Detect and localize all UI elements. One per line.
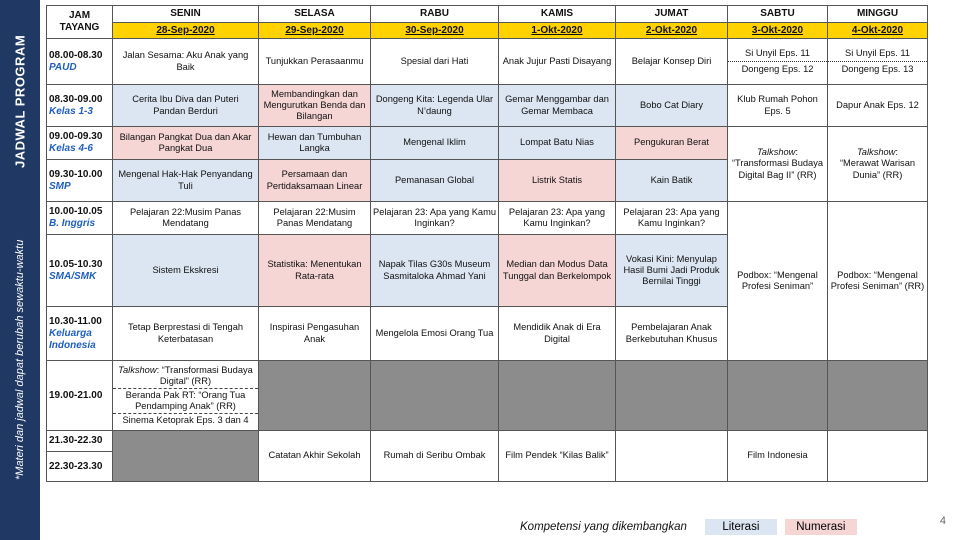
level-label: Keluarga Indonesia xyxy=(49,327,96,351)
empty-slot xyxy=(728,361,828,431)
level-label: SMA/SMK xyxy=(49,270,97,282)
time-label: 08.00-08.30 xyxy=(49,49,103,61)
talkshow-colon: : xyxy=(795,147,798,158)
time-label: 10.05-10.30 xyxy=(49,258,103,270)
program-entry: Beranda Pak RT: “Orang Tua Pendamping Anak” (RR) xyxy=(113,389,258,414)
empty-slot xyxy=(259,361,371,431)
time-label: 09.00-09.30 xyxy=(49,131,103,142)
program-cell: Pelajaran 22:Musim Panas Mendatang xyxy=(113,202,259,235)
program-cell: Inspirasi Pengasuhan Anak xyxy=(259,307,371,361)
program-cell: Pemanasan Global xyxy=(371,160,499,202)
program-cell: Median dan Modus Data Tunggal dan Berkelompok xyxy=(499,235,616,307)
program-cell: Klub Rumah Pohon Eps. 5 xyxy=(728,85,828,127)
time-label: 22.30-23.30 xyxy=(49,460,103,472)
program-cell: Catatan Akhir Sekolah xyxy=(259,431,371,482)
time-label: 10.00-10.05 xyxy=(49,206,103,217)
program-cell: Tetap Berprestasi di Tengah Keterbatasan xyxy=(113,307,259,361)
program-entry: Si Unyil Eps. 11 xyxy=(728,46,827,62)
header-date-selasa: 29-Sep-2020 xyxy=(259,23,371,39)
program-cell xyxy=(728,39,828,85)
program-cell: Persamaan dan Pertidaksamaan Linear xyxy=(259,160,371,202)
program-cell: Rumah di Seribu Ombak xyxy=(371,431,499,482)
header-jam: JAM TAYANG xyxy=(47,6,113,39)
header-day-rabu: RABU xyxy=(371,6,499,23)
time-cell xyxy=(47,235,113,307)
time-cell xyxy=(47,127,113,160)
program-cell: Pembelajaran Anak Berkebutuhan Khusus xyxy=(616,307,728,361)
time-cell xyxy=(47,307,113,361)
program-cell: Statistika: Menentukan Rata-rata xyxy=(259,235,371,307)
schedule-table xyxy=(46,5,928,482)
program-entry: Dongeng Eps. 12 xyxy=(741,64,814,74)
program-cell: Podbox: “Mengenal Profesi Seniman” xyxy=(728,202,828,361)
program-cell: Belajar Konsep Diri xyxy=(616,39,728,85)
header-day-jumat: JUMAT xyxy=(616,6,728,23)
program-cell: Pelajaran 23: Apa yang Kamu Inginkan? xyxy=(616,202,728,235)
talkshow-label: Talkshow xyxy=(118,364,157,375)
program-cell: Napak Tilas G30s Museum Sasmitaloka Ahmad Yani xyxy=(371,235,499,307)
time-label: 21.30-22.30 xyxy=(49,435,103,446)
program-cell: Pelajaran 22:Musim Panas Mendatang xyxy=(259,202,371,235)
program-cell: Membandingkan dan Mengurutkan Benda dan Bilangan xyxy=(259,85,371,127)
program-entry: Dongeng Eps. 13 xyxy=(841,64,914,74)
program-cell: Vokasi Kini: Menyulap Hasil Bumi Jadi Produk Bernilai Tinggi xyxy=(616,235,728,307)
legend-numerasi: Numerasi xyxy=(785,519,857,535)
header-date-sabtu: 3-Okt-2020 xyxy=(728,23,828,39)
program-entry: Si Unyil Eps. 11 xyxy=(828,46,927,62)
program-cell: Mendidik Anak di Era Digital xyxy=(499,307,616,361)
program-cell: Anak Jujur Pasti Disayang xyxy=(499,39,616,85)
empty-slot xyxy=(616,431,728,482)
empty-slot xyxy=(828,361,928,431)
talkshow-colon: : xyxy=(895,147,898,158)
header-day-sabtu: SABTU xyxy=(728,6,828,23)
program-cell: Cerita Ibu Diva dan Puteri Pandan Berduri xyxy=(113,85,259,127)
level-label: B. Inggris xyxy=(49,218,96,229)
program-cell: Dapur Anak Eps. 12 xyxy=(828,85,928,127)
header-date-jumat: 2-Okt-2020 xyxy=(616,23,728,39)
program-cell: Kain Batik xyxy=(616,160,728,202)
header-day-senin: SENIN xyxy=(113,6,259,23)
time-cell xyxy=(47,202,113,235)
empty-slot xyxy=(371,361,499,431)
level-label: SMP xyxy=(49,180,71,192)
level-label: PAUD xyxy=(49,61,77,73)
program-cell: Mengelola Emosi Orang Tua xyxy=(371,307,499,361)
time-cell xyxy=(47,361,113,431)
program-cell: Sistem Ekskresi xyxy=(113,235,259,307)
program-cell: Spesial dari Hati xyxy=(371,39,499,85)
program-cell xyxy=(828,127,928,202)
program-entry: “Merawat Warisan Dunia” (RR) xyxy=(839,158,916,180)
time-label: 09.30-10.00 xyxy=(49,168,103,180)
header-date-senin: 28-Sep-2020 xyxy=(113,23,259,39)
program-cell: Bilangan Pangkat Dua dan Akar Pangkat Dua xyxy=(113,127,259,160)
program-cell: Listrik Statis xyxy=(499,160,616,202)
program-entry: “Transformasi Budaya Digital Bag II” (RR) xyxy=(731,158,824,180)
program-cell: Film Indonesia xyxy=(728,431,828,482)
program-cell: Jalan Sesama: Aku Anak yang Baik xyxy=(113,39,259,85)
program-entry: Sinema Ketoprak Eps. 3 dan 4 xyxy=(122,415,249,426)
sidebar xyxy=(0,0,40,540)
empty-slot xyxy=(828,431,928,482)
time-cell xyxy=(47,452,113,482)
sidebar-note: *Materi dan jadwal dapat berubah sewaktu-waktu xyxy=(14,239,26,481)
program-cell: Tunjukkan Perasaanmu xyxy=(259,39,371,85)
level-label: Kelas 1-3 xyxy=(49,105,93,117)
time-cell xyxy=(47,85,113,127)
program-cell xyxy=(728,127,828,202)
header-date-kamis: 1-Okt-2020 xyxy=(499,23,616,39)
header-day-minggu: MINGGU xyxy=(828,6,928,23)
talkshow-label: Talkshow xyxy=(856,147,896,158)
sidebar-title: JADWAL PROGRAM xyxy=(12,34,28,168)
program-cell xyxy=(113,361,259,431)
program-cell: Podbox: “Mengenal Profesi Seniman” (RR) xyxy=(828,202,928,361)
program-cell: Mengenal Iklim xyxy=(371,127,499,160)
header-day-kamis: KAMIS xyxy=(499,6,616,23)
program-cell: Hewan dan Tumbuhan Langka xyxy=(259,127,371,160)
program-cell xyxy=(828,39,928,85)
program-cell: Lompat Batu Nias xyxy=(499,127,616,160)
empty-slot xyxy=(616,361,728,431)
header-day-selasa: SELASA xyxy=(259,6,371,23)
program-entry xyxy=(113,364,258,389)
program-cell: Mengenal Hak-Hak Penyandang Tuli xyxy=(113,160,259,202)
legend-literasi: Literasi xyxy=(705,519,777,535)
time-cell xyxy=(47,431,113,452)
time-label: 19.00-21.00 xyxy=(49,389,103,401)
level-label: Kelas 4-6 xyxy=(49,143,93,154)
header-date-minggu: 4-Okt-2020 xyxy=(828,23,928,39)
legend-label: Kompetensi yang dikembangkan xyxy=(520,521,687,533)
time-cell xyxy=(47,160,113,202)
page-number: 4 xyxy=(939,515,946,527)
legend xyxy=(520,519,857,535)
program-cell: Dongeng Kita: Legenda Ular N’daung xyxy=(371,85,499,127)
empty-slot xyxy=(499,361,616,431)
time-cell xyxy=(47,39,113,85)
program-cell: Pelajaran 23: Apa yang Kamu Inginkan? xyxy=(499,202,616,235)
talkshow-label: Talkshow xyxy=(756,147,796,158)
program-entry-text: : “Transformasi Budaya Digital” (RR) xyxy=(156,364,253,386)
program-cell: Gemar Menggambar dan Gemar Membaca xyxy=(499,85,616,127)
program-cell: Film Pendek “Kilas Balik” xyxy=(499,431,616,482)
header-date-rabu: 30-Sep-2020 xyxy=(371,23,499,39)
program-cell: Pengukuran Berat xyxy=(616,127,728,160)
time-label: 10.30-11.00 xyxy=(49,315,102,327)
empty-slot xyxy=(113,431,259,482)
program-cell: Pelajaran 23: Apa yang Kamu Inginkan? xyxy=(371,202,499,235)
program-cell: Bobo Cat Diary xyxy=(616,85,728,127)
time-label: 08.30-09.00 xyxy=(49,93,103,105)
